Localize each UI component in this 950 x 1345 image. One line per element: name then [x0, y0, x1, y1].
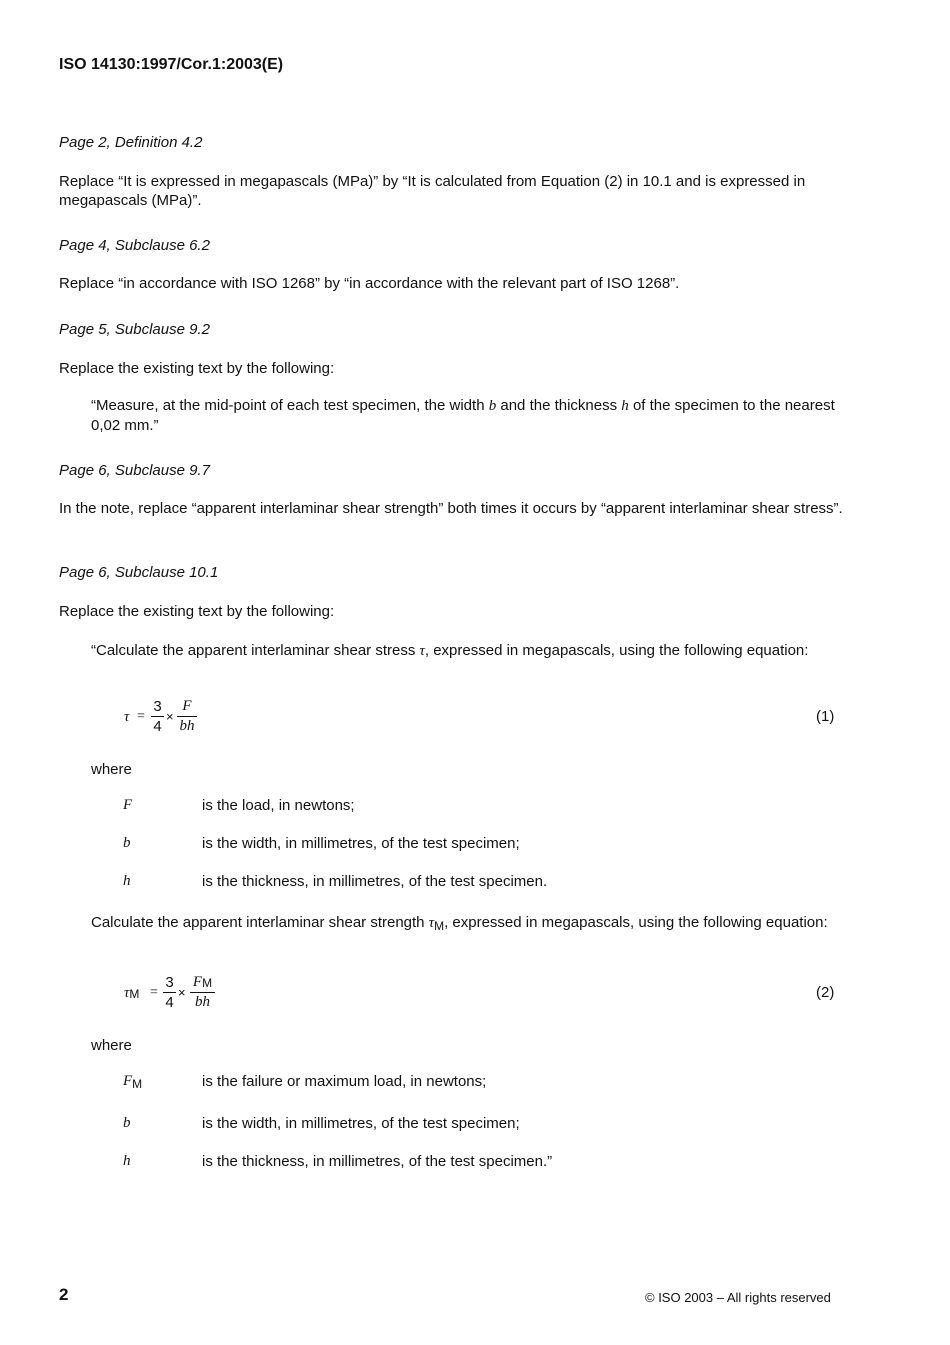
def2-symbol-FM: $F_M$ [123, 1073, 143, 1091]
eq1-fraction-3-4: 3 4 [151, 697, 164, 736]
eq2-equals: = [150, 985, 158, 1000]
def2-desc-b: is the width, in millimetres, of the test specimen; [202, 1115, 520, 1132]
def2-symbol-h: h [123, 1153, 131, 1169]
def1-symbol-F: F [123, 797, 133, 813]
math-var-tau-m: τ [428, 915, 435, 931]
def2-desc-h: is the thickness, in millimetres, of the test specimen.” [202, 1153, 553, 1170]
eq2-lhs: τM [124, 985, 140, 1001]
eq2-fraction-3-4: 3 4 [163, 973, 176, 1012]
footer-copyright: © ISO 2003 – All rights reserved [645, 1290, 831, 1305]
eq2-fraction-fm-bh: FM bh [190, 973, 215, 1012]
where-label-2: where [91, 1037, 132, 1054]
math-var-b: b [488, 398, 497, 414]
document-header-title: ISO 14130:1997/Cor.1:2003(E) [59, 56, 284, 73]
equation-1 [124, 697, 244, 737]
def1-desc-F: is the load, in newtons; [202, 797, 355, 814]
section-heading-10-1: Page 6, Subclause 10.1 [59, 564, 219, 581]
footer-page-number: 2 [59, 1285, 69, 1304]
equation-1-number: (1) [816, 708, 835, 725]
math-var-h: h [621, 398, 629, 414]
equation-2-number: (2) [816, 984, 835, 1001]
def1-desc-b: is the width, in millimetres, of the test specimen; [202, 835, 520, 852]
section-heading-9-7: Page 6, Subclause 9.7 [59, 462, 210, 479]
section-heading-def-4-2: Page 2, Definition 4.2 [59, 134, 203, 151]
def1-desc-h: is the thickness, in millimetres, of the test specimen. [202, 873, 548, 890]
section-text-6-2: Replace “in accordance with ISO 1268” by “in accordance with the relevant part of ISO 1268”. [59, 275, 680, 292]
def1-symbol-h: h [123, 873, 131, 889]
equation-2-intro: Calculate the apparent interlaminar shear strength $\tau_M$, expressed in megapascals, using the following equation: [91, 914, 828, 933]
eq1-equals: = [137, 709, 145, 724]
section-text-10-1: Replace the existing text by the following: [59, 603, 335, 620]
eq1-fraction-f-bh: F bh [177, 697, 197, 736]
section-heading-9-2: Page 5, Subclause 9.2 [59, 321, 210, 338]
def2-desc-FM: is the failure or maximum load, in newtons; [202, 1073, 487, 1090]
eq1-lhs: τ [124, 709, 130, 725]
where-label-1: where [91, 761, 132, 778]
equation-2 [124, 973, 264, 1013]
quoted-replacement-9-2: “Measure, at the mid-point of each test specimen, the width b and the thickness h of the specimen to the nearest 0,02 mm.” [91, 397, 835, 434]
section-text-9-2: Replace the existing text by the following: [59, 360, 335, 377]
math-var-tau: τ [419, 643, 425, 659]
eq2-times: × [178, 985, 186, 1000]
equation-1-intro: “Calculate the apparent interlaminar shear stress τ, expressed in megapascals, using the following equation: [91, 642, 809, 659]
def2-symbol-b: b [123, 1115, 131, 1131]
def1-symbol-b: b [123, 835, 131, 851]
section-text-9-7: In the note, replace “apparent interlaminar shear strength” both times it occurs by “apparent interlaminar shear stress”. [59, 500, 843, 517]
section-text-def-4-2: Replace “It is expressed in megapascals (MPa)” by “It is calculated from Equation (2) in 10.1 and is expressed in megapascals (MPa)”. [59, 173, 806, 209]
eq1-times: × [166, 709, 174, 724]
section-heading-6-2: Page 4, Subclause 6.2 [59, 237, 210, 254]
